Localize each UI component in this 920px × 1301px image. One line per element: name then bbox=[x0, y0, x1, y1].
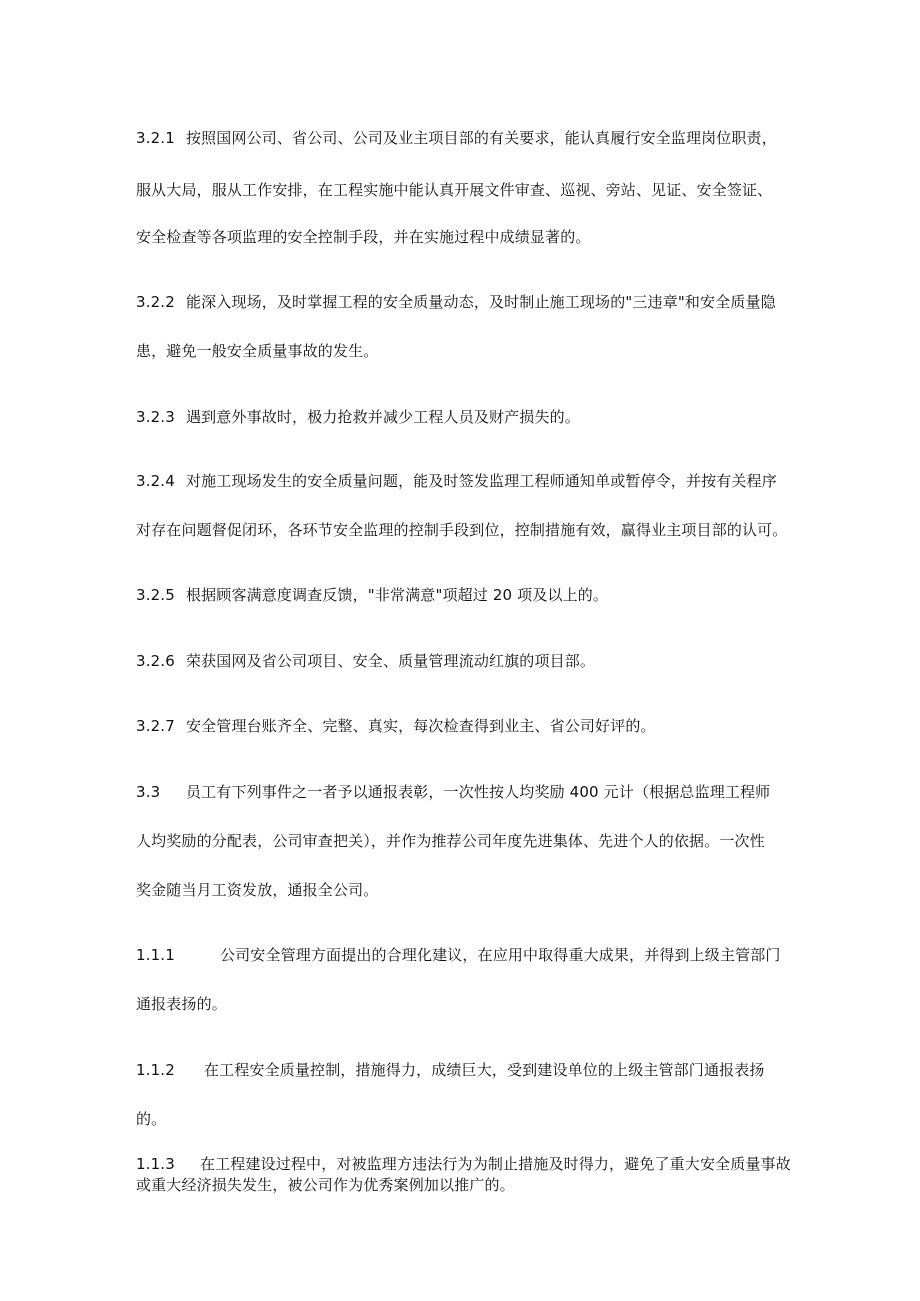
paragraph-3-2-7-line-1 bbox=[136, 716, 796, 736]
paragraph-3-2-2-line-1 bbox=[136, 292, 796, 312]
clause-text: 公司安全管理方面提出的合理化建议，在应用中取得重大成果，并得到上级主管部门 bbox=[220, 946, 781, 964]
clause-number: 3.2.6 bbox=[136, 652, 175, 670]
paragraph-3-2-1-line-1 bbox=[136, 128, 796, 148]
clause-text: 根据顾客满意度调查反馈，"非常满意"项超过 20 项及以上的。 bbox=[186, 586, 609, 604]
paragraph-3-2-4-line-1 bbox=[136, 471, 796, 491]
paragraph-3-2-2-line-2: 患，避免一般安全质量事故的发生。 bbox=[136, 342, 379, 360]
clause-number: 3.2.4 bbox=[136, 472, 175, 490]
paragraph-3-3-line-2: 人均奖励的分配表，公司审查把关），并作为推荐公司年度先进集体、先进个人的依据。一次性 bbox=[136, 832, 765, 850]
clause-text: 对施工现场发生的安全质量问题，能及时签发监理工程师通知单或暂停令，并按有关程序 bbox=[186, 472, 777, 490]
clause-text: 按照国网公司、省公司、公司及业主项目部的有关要求，能认真履行安全监理岗位职责， bbox=[186, 129, 777, 147]
clause-number: 1.1.3 bbox=[136, 1155, 175, 1173]
paragraph-1-1-1-line-1 bbox=[136, 945, 796, 965]
paragraph-3-2-6-line-1 bbox=[136, 651, 796, 671]
clause-text: 在工程建设过程中，对被监理方违法行为为制止措施及时得力，避免了重大安全质量事故 bbox=[200, 1155, 791, 1173]
clause-number: 1.1.2 bbox=[136, 1061, 175, 1079]
clause-number: 3.2.3 bbox=[136, 408, 175, 426]
paragraph-1-1-1-line-2: 通报表扬的。 bbox=[136, 995, 227, 1013]
paragraph-3-3-line-3: 奖金随当月工资发放，通报全公司。 bbox=[136, 881, 379, 899]
paragraph-3-2-4-line-2: 对存在问题督促闭环，各环节安全监理的控制手段到位，控制措施有效，赢得业主项目部的认可。 bbox=[136, 521, 788, 539]
clause-number: 3.2.1 bbox=[136, 129, 175, 147]
paragraph-3-2-1-line-2: 服从大局，服从工作安排，在工程实施中能认真开展文件审查、巡视、旁站、见证、安全签证、 bbox=[136, 181, 773, 199]
paragraph-1-1-3-line-1 bbox=[136, 1154, 796, 1174]
clause-text: 能深入现场，及时掌握工程的安全质量动态，及时制止施工现场的"三违章"和安全质量隐 bbox=[186, 293, 776, 311]
paragraph-3-2-3-line-1 bbox=[136, 407, 796, 427]
clause-text: 员工有下列事件之一者予以通报表彰，一次性按人均奖励 400 元计（根据总监理工程师 bbox=[186, 783, 771, 801]
clause-text: 遇到意外事故时，极力抢救并减少工程人员及财产损失的。 bbox=[186, 408, 580, 426]
clause-number: 3.2.7 bbox=[136, 717, 175, 735]
clause-text: 安全管理台账齐全、完整、真实，每次检查得到业主、省公司好评的。 bbox=[186, 717, 656, 735]
paragraph-3-2-5-line-1 bbox=[136, 585, 796, 605]
paragraph-3-2-1-line-3: 安全检查等各项监理的安全控制手段，并在实施过程中成绩显著的。 bbox=[136, 228, 591, 246]
clause-text: 荣获国网及省公司项目、安全、质量管理流动红旗的项目部。 bbox=[186, 652, 596, 670]
paragraph-1-1-2-line-1 bbox=[136, 1060, 796, 1080]
paragraph-1-1-2-line-2: 的。 bbox=[136, 1110, 167, 1128]
clause-number: 3.3 bbox=[136, 783, 161, 801]
clause-number: 1.1.1 bbox=[136, 946, 175, 964]
paragraph-3-3-line-1 bbox=[136, 782, 796, 802]
paragraph-1-1-3-line-2: 或重大经济损失发生，被公司作为优秀案例加以推广的。 bbox=[136, 1176, 515, 1194]
clause-number: 3.2.2 bbox=[136, 293, 175, 311]
clause-text: 在工程安全质量控制，措施得力，成绩巨大，受到建设单位的上级主管部门通报表扬 bbox=[204, 1061, 765, 1079]
clause-number: 3.2.5 bbox=[136, 586, 175, 604]
